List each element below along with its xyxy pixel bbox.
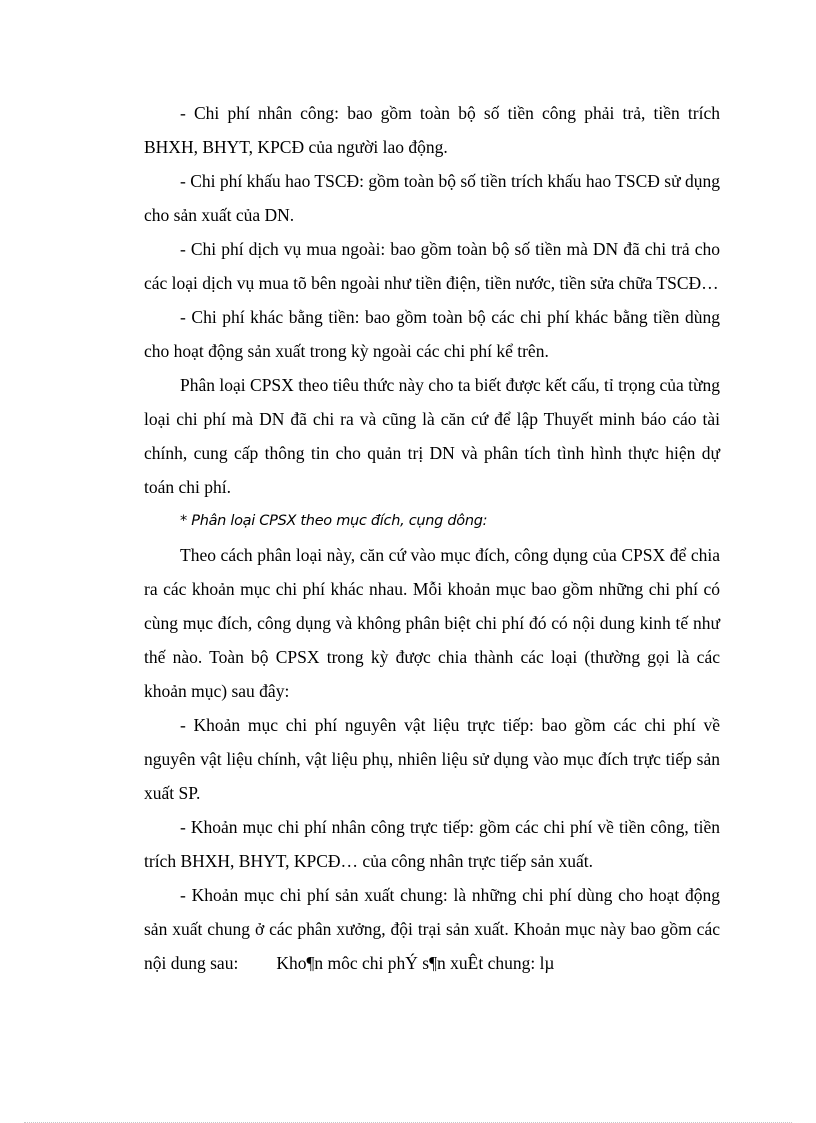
- section-heading: * Phân loại CPSX theo mục đích, cụng dông:: [180, 513, 488, 529]
- overhead-text: - Khoản mục chi phí sản xuất chung: là những chi phí dùng cho hoạt động sản xuất chung ở các phân xưởng, đội trại sản xuất. Khoản mục này bao gồm các nội dung sau:: [144, 885, 720, 973]
- paragraph-depreciation-cost: - Chi phí khấu hao TSCĐ: gồm toàn bộ số tiền trích khấu hao TSCĐ sử dụng cho sản xuất của DN.: [144, 171, 720, 225]
- paragraph-direct-labor: - Khoản mục chi phí nhân công trực tiếp: gồm các chi phí về tiền công, tiền trích BHXH, BHYT, KPCĐ… của công nhân trực tiếp sản xuất.: [144, 817, 720, 871]
- paragraph-classification-method: Theo cách phân loại này, căn cứ vào mục đích, công dụng của CPSX để chia ra các khoản mục chi phí khác nhau. Mỗi khoản mục bao gồm những chi phí có cùng mục đích, công dụng và không phân biệt chi phí đó có nội dung kinh tế như thế nào. Toàn bộ CPSX trong kỳ được chia thành các loại (thường gọi là các khoản mục) sau đây:: [144, 545, 720, 701]
- paragraph-manufacturing-overhead: [144, 878, 720, 980]
- paragraph-direct-materials: - Khoản mục chi phí nguyên vật liệu trực tiếp: bao gồm các chi phí về nguyên vật liệu chính, vật liệu phụ, nhiên liệu sử dụng vào mục đích trực tiếp sản xuất SP.: [144, 715, 720, 803]
- garbled-tail-text: Kho¶n môc chi phÝ s¶n xuÊt chung: lµ: [276, 953, 555, 973]
- paragraph-labor-cost: - Chi phí nhân công: bao gồm toàn bộ số tiền công phải trả, tiền trích BHXH, BHYT, KPCĐ của người lao động.: [144, 103, 720, 157]
- body-text: [144, 96, 720, 980]
- paragraph-outsourced-services: - Chi phí dịch vụ mua ngoài: bao gồm toàn bộ số tiền mà DN đã chi trả cho các loại dịch vụ mua tõ bên ngoài như tiền điện, tiền nước, tiền sửa chữa TSCĐ…: [144, 239, 720, 293]
- paragraph-other-cash-costs: - Chi phí khác bằng tiền: bao gồm toàn bộ các chi phí khác bằng tiền dùng cho hoạt động sản xuất trong kỳ ngoài các chi phí kể trên.: [144, 307, 720, 361]
- paragraph-classification-summary: Phân loại CPSX theo tiêu thức này cho ta biết được kết cấu, tỉ trọng của từng loại chi phí mà DN đã chi ra và cũng là căn cứ để lập Thuyết minh báo cáo tài chính, cung cấp thông tin cho quản trị DN và phân tích tình hình thực hiện dự toán chi phí.: [144, 375, 720, 497]
